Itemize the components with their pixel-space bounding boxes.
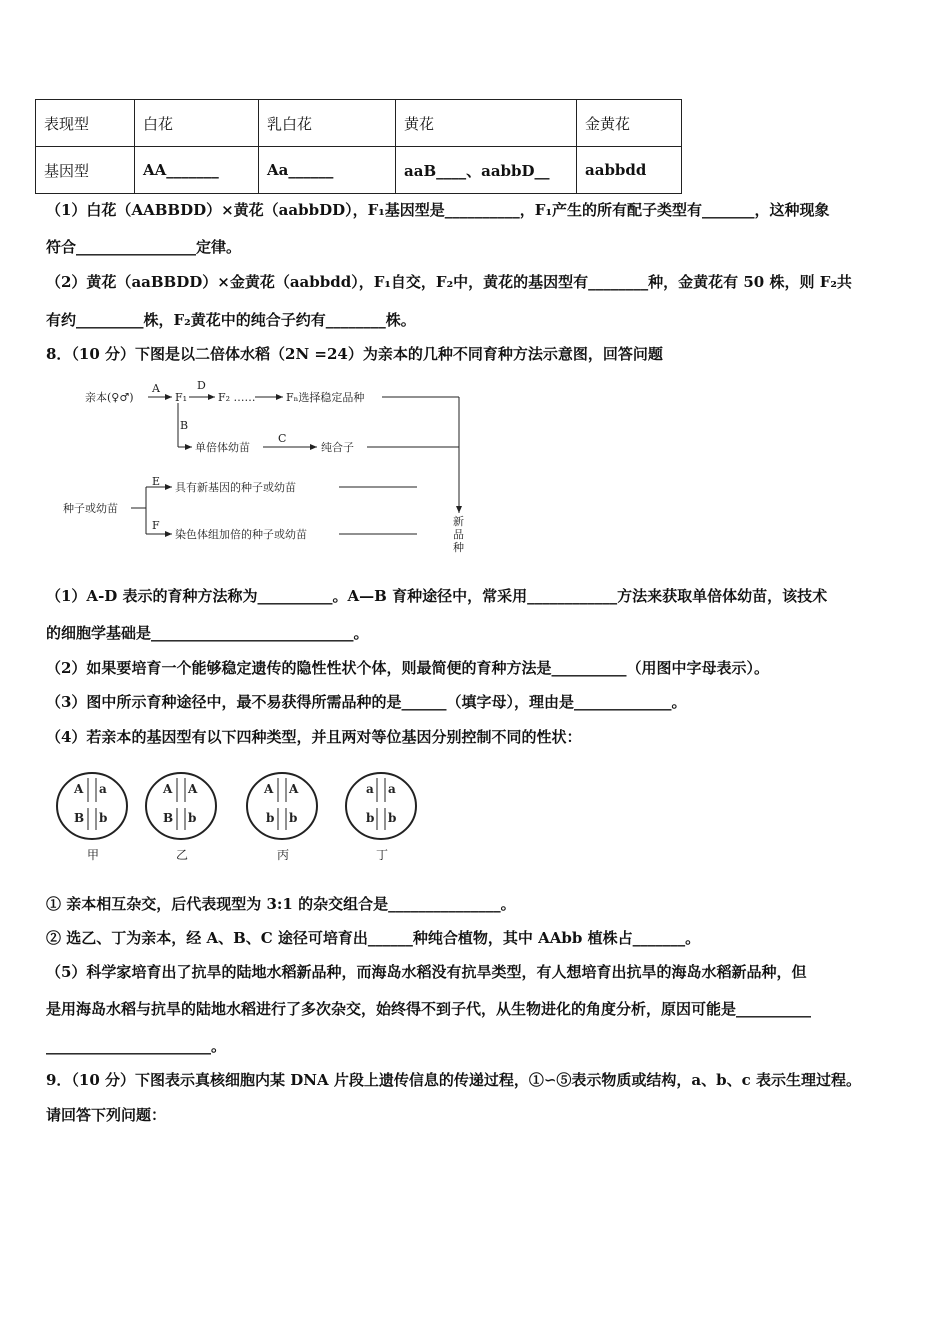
q8-part5-line1: （5）科学家培育出了抗旱的陆地水稻新品种，而海岛水稻没有抗旱类型，有人想培育出抗旱的海岛水稻新品种，但	[46, 963, 807, 981]
q7-part2-line2: 有约_________株，F₂黄花中的纯合子约有________株。	[46, 311, 416, 329]
step-c-label: C	[278, 432, 287, 445]
table-row	[36, 147, 682, 194]
step-b-label: B	[180, 419, 189, 432]
genotype-cells-diagram	[50, 766, 430, 866]
table-cell: aabbdd	[577, 147, 682, 194]
step-e-label: E	[152, 475, 161, 488]
q8-part5-line2: 是用海岛水稻与抗旱的陆地水稻进行了多次杂交，始终得不到子代，从生物进化的角度分析，原因可能是__________	[46, 1000, 812, 1018]
allele-label: A	[163, 782, 173, 796]
allele-label: a	[366, 782, 374, 796]
new-variety-char: 新	[453, 515, 464, 528]
f2-label: F₂ ……	[218, 391, 256, 404]
step-f-label: F	[152, 519, 160, 532]
allele-label: A	[188, 782, 198, 796]
q7-part1-line2: 符合________________定律。	[46, 238, 242, 256]
step-d-label: D	[197, 379, 206, 392]
q7-part2-line1: （2）黄花（aaBBDD）×金黄花（aabbdd），F₁自交，F₂中，黄花的基因型有________种，金黄花有 50 株，则 F₂共	[46, 273, 852, 291]
new-variety-char: 品	[453, 528, 464, 541]
cell-label: 甲	[87, 848, 100, 862]
cell-yi	[146, 773, 216, 862]
cell-label: 丙	[277, 848, 290, 862]
table-cell: Aa______	[259, 147, 396, 194]
allele-label: b	[388, 811, 397, 825]
phenotype-genotype-table	[35, 99, 682, 194]
pure-line-label: 纯合子	[321, 441, 354, 454]
allele-label: a	[99, 782, 107, 796]
f1-label: F₁	[175, 391, 188, 404]
q8-header: 8．（10 分）下图是以二倍体水稻（2N =24）为亲本的几种不同育种方法示意图，回答问题	[46, 345, 663, 363]
table-cell: 乳白花	[259, 100, 396, 147]
allele-label: b	[266, 811, 275, 825]
breeding-methods-diagram	[55, 372, 485, 562]
table-cell: 金黄花	[577, 100, 682, 147]
cell-label: 乙	[176, 848, 189, 862]
q8-part2: （2）如果要培育一个能够稳定遗传的隐性性状个体，则最简便的育种方法是__________（用图中字母表示）。	[46, 659, 769, 677]
table-cell: 黄花	[396, 100, 577, 147]
haploid-label: 单倍体幼苗	[195, 441, 250, 454]
q7-part1-line1: （1）白花（AABBDD）×黄花（aabbDD），F₁基因型是__________，F₁产生的所有配子类型有_______，这种现象	[46, 201, 830, 219]
cell-jia	[57, 773, 127, 862]
step-a-label: A	[152, 382, 160, 395]
chromosome-doubled-label: 染色体组加倍的种子或幼苗	[175, 528, 307, 541]
q8-part3: （3）图中所示育种途径中，最不易获得所需品种的是______（填字母），理由是_____________。	[46, 693, 687, 711]
q8-part1-line2: 的细胞学基础是___________________________。	[46, 624, 369, 642]
allele-label: A	[289, 782, 299, 796]
allele-label: b	[366, 811, 375, 825]
fn-label: Fₙ选择稳定品种	[286, 391, 365, 404]
table-row	[36, 100, 682, 147]
allele-label: A	[74, 782, 84, 796]
q9-line2: 请回答下列问题：	[46, 1106, 167, 1124]
table-cell: aaB____、aabbD__	[396, 147, 577, 194]
table-cell: 表现型	[36, 100, 135, 147]
cell-label: 丁	[376, 848, 389, 862]
allele-label: b	[289, 811, 298, 825]
q8-part4: （4）若亲本的基因型有以下四种类型，并且两对等位基因分别控制不同的性状：	[46, 728, 582, 746]
table-cell: 白花	[135, 100, 259, 147]
q8-sub1: ① 亲本相互杂交，后代表现型为 3:1 的杂交组合是_______________。	[46, 895, 516, 913]
new-gene-label: 具有新基因的种子或幼苗	[175, 481, 296, 494]
q8-part5-line3: ______________________。	[46, 1037, 227, 1055]
q8-part1-line1: （1）A-D 表示的育种方法称为__________。A—B 育种途径中，常采用____________方法来获取单倍体幼苗，该技术	[46, 587, 828, 605]
allele-label: B	[74, 811, 85, 825]
allele-label: a	[388, 782, 396, 796]
q9-header: 9．（10 分）下图表示真核细胞内某 DNA 片段上遗传信息的传递过程，①∽⑤表示物质或结构，a、b、c 表示生理过程。	[46, 1071, 861, 1089]
allele-label: A	[264, 782, 274, 796]
allele-label: b	[99, 811, 108, 825]
cell-bing	[247, 773, 317, 862]
table-cell: AA_______	[135, 147, 259, 194]
table-cell: 基因型	[36, 147, 135, 194]
cell-ding	[346, 773, 416, 862]
new-variety-char: 种	[453, 541, 464, 554]
parent-label: 亲本(♀♂)	[85, 391, 134, 404]
q8-sub2: ② 选乙、丁为亲本，经 A、B、C 途径可培育出______种纯合植物，其中 AAbb 植株占_______。	[46, 929, 701, 947]
allele-label: B	[163, 811, 174, 825]
seed-seedling-label: 种子或幼苗	[63, 502, 118, 515]
allele-label: b	[188, 811, 197, 825]
